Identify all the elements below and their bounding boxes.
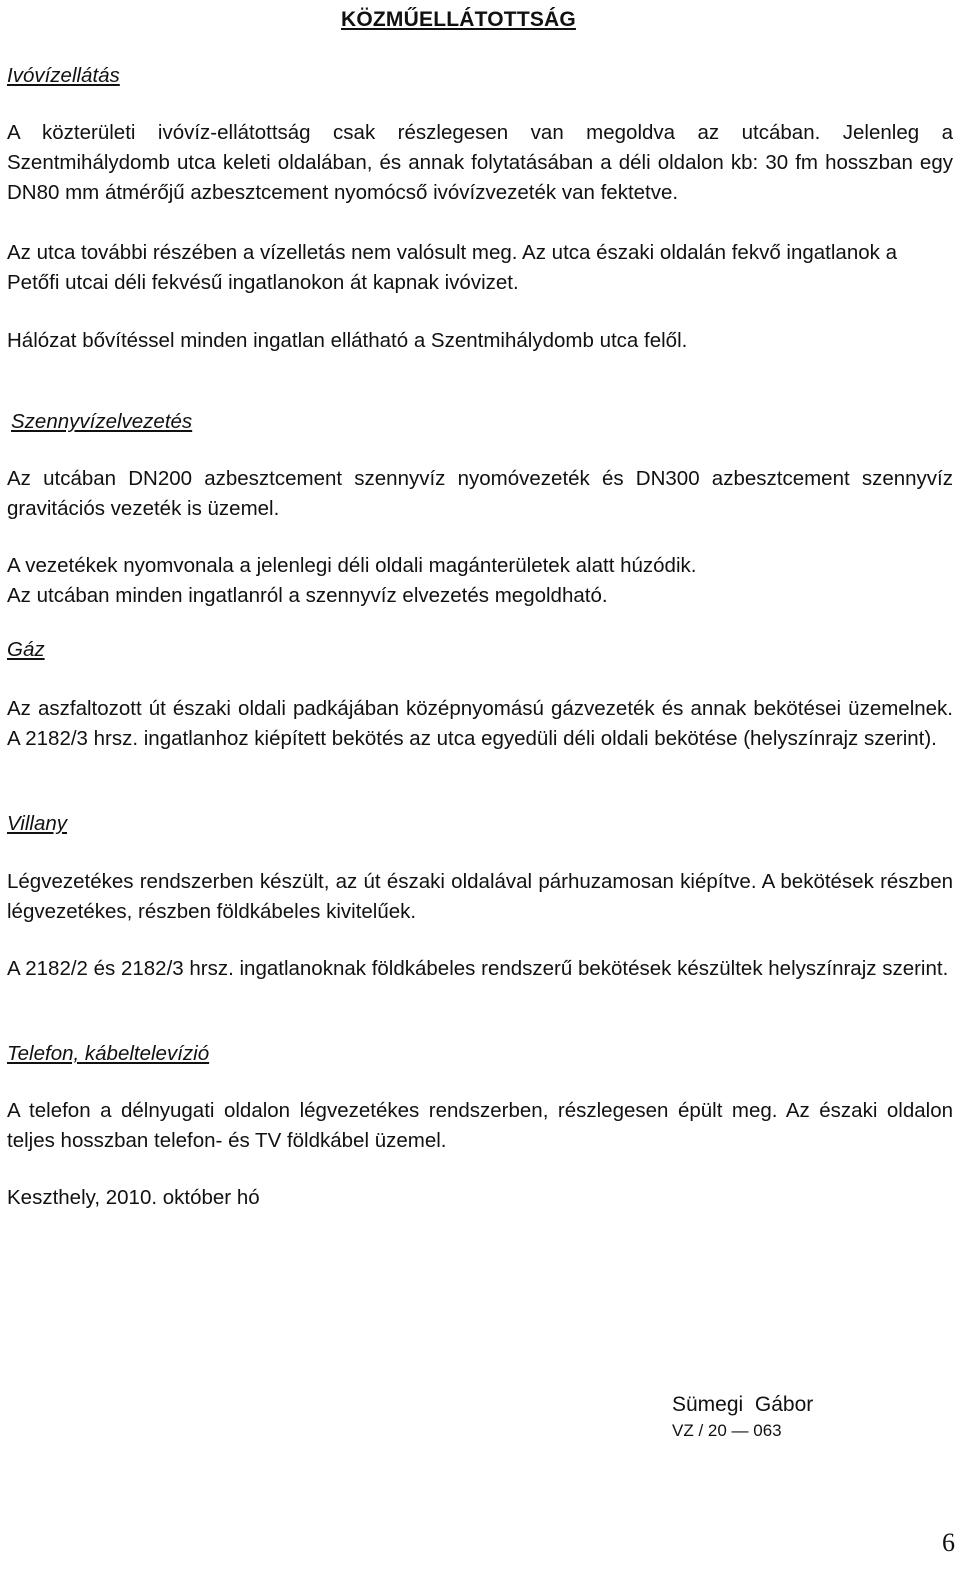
sewage-paragraph-3: Az utcában minden ingatlanról a szennyvíz elvezetés megoldható.: [7, 584, 608, 607]
electricity-paragraph-2: A 2182/2 és 2182/3 hrsz. ingatlanoknak földkábeles rendszerű bekötések készültek helyszínrajz szerint.: [7, 957, 949, 980]
place-date: Keszthely, 2010. október hó: [7, 1186, 260, 1209]
section-heading-gas: Gáz: [7, 638, 45, 661]
water-paragraph-3: Hálózat bővítéssel minden ingatlan ellátható a Szentmihálydomb utca felől.: [7, 329, 688, 352]
water-paragraph-2: Az utca további részében a vízelletás nem valósult meg. Az utca északi oldalán fekvő ingatlanok a Petőfi utcai déli fekvésű ingatlanokon át kapnak ivóvizet.: [7, 241, 897, 294]
document-title: KÖZMŰELLÁTOTTSÁG: [341, 8, 576, 31]
gas-paragraph-1: Az aszfaltozott út északi oldali padkájában középnyomású gázvezeték és annak bekötései üzemelnek. A 2182/3 hrsz. ingatlanhoz kiépített bekötés az utca egyedüli déli oldali bekötése (helyszínrajz szerint).: [7, 697, 953, 750]
sewage-paragraph-2: A vezetékek nyomvonala a jelenlegi déli oldali magánterületek alatt húzódik.: [7, 554, 697, 577]
section-heading-telecom: Telefon, kábeltelevízió: [7, 1042, 210, 1065]
signer-registration-code: VZ / 20 — 063: [672, 1421, 782, 1440]
sewage-paragraph-1: Az utcában DN200 azbesztcement szennyvíz nyomóvezeték és DN300 azbesztcement szennyvíz gravitációs vezeték is üzemel.: [7, 467, 953, 520]
section-heading-water: Ivóvízellátás: [7, 64, 120, 87]
signer-name: Sümegi Gábor: [672, 1393, 814, 1416]
telecom-paragraph-1: A telefon a délnyugati oldalon légvezetékes rendszerben, részlegesen épült meg. Az északi oldalon teljes hosszban telefon- és TV földkábel üzemel.: [7, 1099, 953, 1152]
section-heading-sewage: Szennyvízelvezetés: [11, 410, 193, 433]
water-paragraph-1: A közterületi ivóvíz-ellátottság csak részlegesen van megoldva az utcában. Jelenleg a Szentmihálydomb utca keleti oldalában, és annak folytatásában a déli oldalon kb: 30 fm hosszban egy DN80 mm átmérőjű azbesztcement nyomócső ivóvízvezeték van fektetve.: [7, 121, 953, 204]
signature-block: [672, 1391, 892, 1443]
section-heading-electricity: Villany: [7, 812, 68, 835]
electricity-paragraph-1: Légvezetékes rendszerben készült, az út északi oldalával párhuzamosan kiépítve. A bekötések részben légvezetékes, részben földkábeles kivitelűek.: [7, 870, 953, 923]
page-number: 6: [942, 1528, 955, 1557]
